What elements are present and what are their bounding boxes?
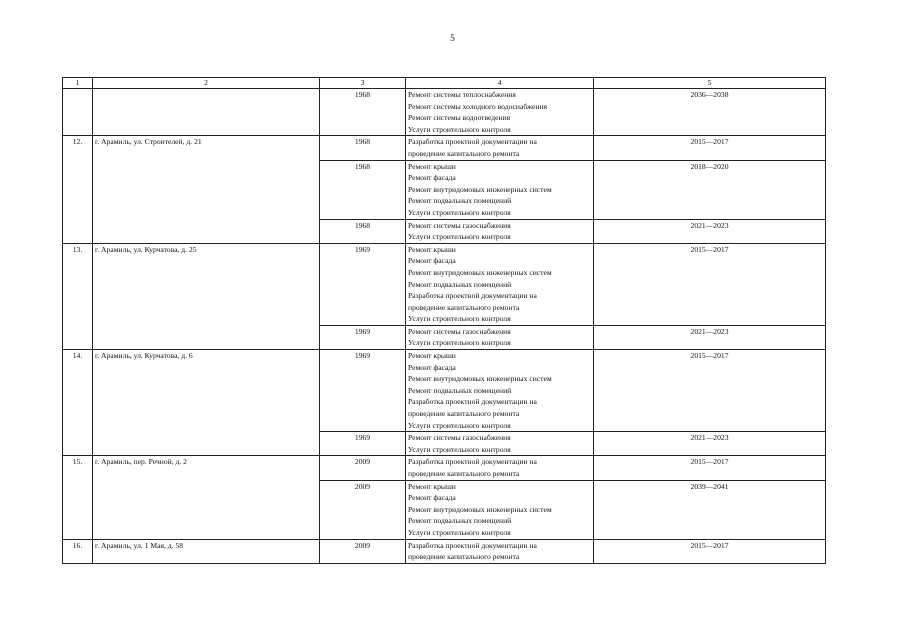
works-cell: [406, 456, 594, 480]
address-cell: [93, 89, 320, 136]
year-cell: 1969: [320, 350, 406, 432]
period-cell: 2021—2023: [594, 219, 826, 243]
column-header-5: 5: [594, 78, 826, 89]
column-header-3: 3: [320, 78, 406, 89]
work-item: Ремонт подвальных помещений: [408, 385, 512, 395]
page-number: 5: [450, 33, 455, 43]
work-item: Услуги строительного контроля: [408, 207, 511, 217]
work-item: Ремонт фасада: [408, 256, 456, 266]
column-header-1: 1: [63, 78, 93, 89]
year-cell: 1968: [320, 219, 406, 243]
year-cell: 1969: [320, 325, 406, 349]
works-cell: [406, 89, 594, 136]
year-cell: 1968: [320, 160, 406, 219]
address-cell: г. Арамиль, ул. 1 Мая, д. 58: [93, 539, 320, 563]
address-cell: г. Арамиль, пер. Речной, д. 2: [93, 456, 320, 539]
row-number: 16.: [63, 539, 93, 563]
work-item: проведение капитального ремонта: [408, 302, 520, 312]
table-row: [63, 89, 826, 136]
work-item: Ремонт внутридомовых инженерных систем: [408, 374, 552, 384]
table-row: [63, 539, 826, 563]
period-cell: 2021—2023: [594, 432, 826, 456]
row-number: 14.: [63, 350, 93, 456]
work-item: Ремонт системы водоотведения: [408, 113, 511, 123]
work-item: Ремонт крыши: [408, 351, 456, 361]
works-cell: [406, 160, 594, 219]
row-number: [63, 89, 93, 136]
work-item: Услуги строительного контроля: [408, 527, 511, 537]
table-row: [63, 136, 826, 160]
period-cell: 2015—2017: [594, 136, 826, 160]
year-cell: 2009: [320, 480, 406, 539]
work-item: Ремонт системы газоснабжения: [408, 220, 511, 230]
period-cell: 2015—2017: [594, 456, 826, 480]
works-cell: [406, 480, 594, 539]
period-cell: 2015—2017: [594, 539, 826, 563]
work-item: Ремонт фасада: [408, 362, 456, 372]
works-cell: [406, 136, 594, 160]
works-cell: [406, 219, 594, 243]
period-cell: 2015—2017: [594, 350, 826, 432]
work-item: Ремонт внутридомовых инженерных систем: [408, 504, 552, 514]
year-cell: 1968: [320, 89, 406, 136]
work-item: проведение капитального ремонта: [408, 148, 520, 158]
work-item: Услуги строительного контроля: [408, 314, 511, 324]
work-item: Ремонт крыши: [408, 244, 456, 254]
works-cell: [406, 539, 594, 563]
period-cell: 2039—2041: [594, 480, 826, 539]
work-item: Ремонт системы холодного водоснабжения: [408, 101, 548, 111]
work-item: Ремонт системы газоснабжения: [408, 326, 511, 336]
work-item: Ремонт фасада: [408, 493, 456, 503]
work-item: Услуги строительного контроля: [408, 338, 511, 348]
row-number: 15.: [63, 456, 93, 539]
work-item: Услуги строительного контроля: [408, 232, 511, 242]
column-header-2: 2: [93, 78, 320, 89]
table-row: [63, 243, 826, 325]
work-item: Услуги строительного контроля: [408, 444, 511, 454]
work-item: Ремонт подвальных помещений: [408, 279, 512, 289]
period-cell: 2036—2038: [594, 89, 826, 136]
header-row: [63, 78, 826, 89]
row-number: 13.: [63, 243, 93, 349]
capital-repair-table: [62, 77, 826, 564]
table-row: [63, 456, 826, 480]
work-item: Разработка проектной документации на: [408, 540, 537, 550]
work-item: Ремонт подвальных помещений: [408, 196, 512, 206]
period-cell: 2015—2017: [594, 243, 826, 325]
year-cell: 1969: [320, 432, 406, 456]
year-cell: 2009: [320, 456, 406, 480]
year-cell: 1969: [320, 243, 406, 325]
row-number: 12.: [63, 136, 93, 243]
work-item: Ремонт крыши: [408, 481, 456, 491]
year-cell: 2009: [320, 539, 406, 563]
works-cell: [406, 432, 594, 456]
works-cell: [406, 243, 594, 325]
period-cell: 2018—2020: [594, 160, 826, 219]
work-item: Услуги строительного контроля: [408, 420, 511, 430]
work-item: Ремонт внутридомовых инженерных систем: [408, 184, 552, 194]
work-item: проведение капитального ремонта: [408, 409, 520, 419]
work-item: Ремонт подвальных помещений: [408, 516, 512, 526]
year-cell: 1968: [320, 136, 406, 160]
address-cell: г. Арамиль, ул. Курчатова, д. 25: [93, 243, 320, 349]
work-item: Ремонт системы газоснабжения: [408, 433, 511, 443]
work-item: Ремонт крыши: [408, 161, 456, 171]
work-item: проведение капитального ремонта: [408, 552, 520, 562]
period-cell: 2021—2023: [594, 325, 826, 349]
work-item: Разработка проектной документации на: [408, 457, 537, 467]
works-cell: [406, 325, 594, 349]
work-item: Услуги строительного контроля: [408, 124, 511, 134]
work-item: проведение капитального ремонта: [408, 469, 520, 478]
column-header-4: 4: [406, 78, 594, 89]
table-row: [63, 350, 826, 432]
work-item: Ремонт внутридомовых инженерных систем: [408, 267, 552, 277]
work-item: Разработка проектной документации на: [408, 137, 537, 147]
address-cell: г. Арамиль, ул. Строителей, д. 21: [93, 136, 320, 243]
work-item: Разработка проектной документации на: [408, 397, 537, 407]
address-cell: г. Арамиль, ул. Курчатова, д. 6: [93, 350, 320, 456]
work-item: Ремонт фасада: [408, 173, 456, 183]
works-cell: [406, 350, 594, 432]
work-item: Ремонт системы теплоснабжения: [408, 90, 516, 99]
work-item: Разработка проектной документации на: [408, 291, 537, 301]
